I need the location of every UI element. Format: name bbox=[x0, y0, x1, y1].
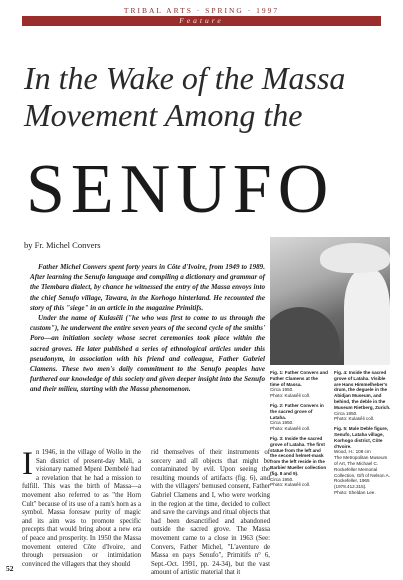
caption-line: Photo: Kulasêli coll. bbox=[270, 393, 311, 399]
photo-hat-shape bbox=[320, 243, 390, 273]
intro-text bbox=[30, 262, 265, 395]
caption-column-right bbox=[334, 370, 392, 500]
intro-paragraph: Under the name of Kulasêli ("he who was first to come to us through the custom"), he underwent the entire seven years of the second cycle of the smiths' Poro—an initiation society whose secret ceremonies took place within the sacred groves. He later published a series of ethnological articles under this pseudonym, in association with his friend and colleague, Father Gabriel Clamens. These two men's daily commitment to the Senufo peoples have furthered our knowledge of this society and given deeper insight into the Senufo and their milieu, starting with the Massa phenomenon. bbox=[30, 314, 265, 394]
page-number: 52 bbox=[6, 564, 14, 573]
drop-cap: I bbox=[22, 446, 33, 482]
caption-title: Fig. 5: Male Deble figure, Senufo, Lataha village, Korhogo district, Côte d'Ivoire. bbox=[334, 426, 389, 449]
caption bbox=[270, 370, 328, 399]
article-title bbox=[24, 60, 384, 228]
caption-title: Fig. 3: Inside the sacred grove of Lataha. The first statue from the left and the second helmet-mask from the left reside in the Barbier Mueller collection (fig. 8 and 9). bbox=[270, 435, 327, 476]
photo-background-shape bbox=[270, 307, 340, 365]
caption-title: Fig. 1: Father Convers and Father Clamens at the time of Massa. bbox=[270, 370, 328, 387]
caption-column-left bbox=[270, 370, 328, 500]
caption-line: Photo: Sheldan Lee. bbox=[334, 489, 376, 495]
body-column-1 bbox=[22, 446, 141, 578]
caption bbox=[334, 426, 392, 496]
caption bbox=[334, 370, 392, 422]
caption-line: Photo: Kulasêli coll. bbox=[270, 426, 311, 432]
section-label: Feature bbox=[22, 16, 381, 26]
running-head: TRIBAL ARTS · SPRING · 1997 bbox=[123, 6, 280, 15]
photo-figure-1 bbox=[270, 237, 390, 365]
caption-title: Fig. 2: Father Convers in the sacred grove of Lataha. bbox=[270, 402, 324, 420]
figure-captions bbox=[270, 370, 392, 500]
title-line-1: In the Wake of the Massa bbox=[24, 60, 346, 96]
caption bbox=[270, 436, 328, 488]
title-line-3: SENUFO bbox=[26, 151, 335, 228]
caption-line: Circa 1950. bbox=[270, 387, 294, 393]
body-text bbox=[22, 446, 270, 578]
caption-line: Photo: Kulasêli coll. bbox=[270, 482, 311, 488]
caption-title: Fig. 4: Inside the sacred grove of Lataha. Visible are Hans Himmelheber's drum, the deguele in the Abidjan Museum, and behind, the deble in the Museum Rietberg, Zurich. bbox=[334, 370, 391, 410]
caption-line: The Metropolitan Museum of Art, The Michael C. Rockefeller Memorial Collection, Gift of Nelson A. Rockefeller, 1965 (1978.412.315). bbox=[334, 455, 390, 490]
caption-line: Wood, H.: 108 cm bbox=[334, 449, 371, 455]
body-paragraph bbox=[22, 446, 141, 569]
byline: by Fr. Michel Convers bbox=[24, 240, 101, 250]
caption-line: Circa 1950. bbox=[270, 476, 294, 482]
body-column-2 bbox=[151, 449, 270, 578]
title-line-2: Movement Among the bbox=[24, 97, 303, 133]
body-paragraph-text: n 1946, in the village of Wollo in the San district of present-day Mali, a visionary named Mpeni Dembelé had a revelation that he had a mission to fulfill. This was the birth of Massa—a movement also referred to as "the Horn Cult" because of its use of a ram's horn as a symbol. Massa foresaw purity of magic and its aim was to promote specific precepts that would bring about a new era of peace and prosperity. In 1950 the Massa movement entered Côte d'Ivoire, and through persuasion or intimidation convinced the villagers that they should bbox=[22, 449, 141, 568]
caption-line: Circa 1950. bbox=[334, 410, 358, 416]
caption-line: Photo: Kulasêli coll. bbox=[334, 416, 375, 422]
caption-line: Circa 1950. bbox=[270, 420, 294, 426]
photo-person-shape bbox=[344, 269, 390, 365]
body-paragraph: rid themselves of their instruments of sorcery and all objects that might be contaminated by evil. Upon seeing the resulting mounds of artifacts (fig. 6), and with the villagers' bemused consent, Father Gabriel Clamens and I, who were working in the region at the time, decided to collect and save the carvings and ritual objects that had been desanctified and abandoned outside the sacred grove. The Massa movement came to a close in 1963 (See: Convers, Father Michel, "L'aventure de Massa en pays Senufo", Primitifs n° 6, Sept.-Oct. 1991, pp. 24-34), but the vast amount of artistic material that it bbox=[151, 449, 270, 577]
intro-paragraph: Father Michel Convers spent forty years in Côte d'Ivoire, from 1949 to 1989. After learning the Senufo language and compiling a dictionary and grammar of the Tiembara dialect, by chance he witnessed the entry of the Massa envoys into the chief Senufo village, Tawara, in the Korhogo hinterland. He recounted the story of this "siege" in an article in the magazine Primitifs. bbox=[30, 263, 265, 312]
caption bbox=[270, 403, 328, 432]
